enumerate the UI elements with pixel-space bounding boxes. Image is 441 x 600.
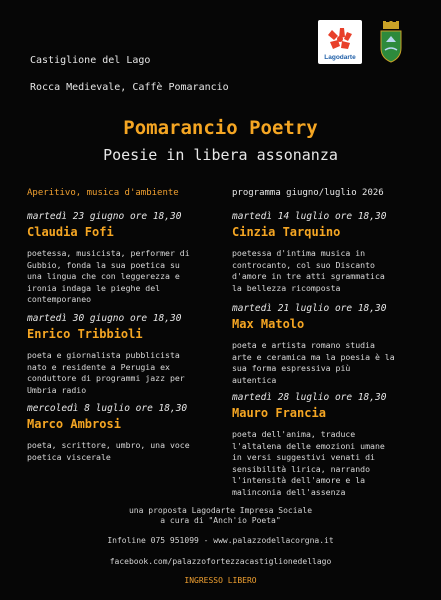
event-date: martedì 28 luglio ore 18,30	[232, 392, 387, 403]
event-enrico-tribbioli	[27, 313, 217, 396]
event-claudia-fofi	[27, 211, 217, 306]
poet-bio: poetessa d'intima musica in controcanto, col suo Discanto d'amore in tre atti sgrammatica la bellezza ricomposta	[232, 248, 385, 293]
programma-note: programma giugno/luglio 2026	[232, 188, 384, 198]
poet-bio: poetessa, musicista, performer di Gubbio, fonda la sua poetica su una lingua che con leggerezza e ironia indaga le pieghe del contemporaneo	[27, 248, 190, 304]
town-crest-icon	[378, 20, 404, 64]
event-date: martedì 14 luglio ore 18,30	[232, 211, 387, 222]
location-text: Castiglione del Lago	[30, 55, 151, 66]
poet-name: Marco Ambrosi	[27, 417, 121, 431]
event-date: martedì 21 luglio ore 18,30	[232, 303, 387, 314]
poet-bio: poeta e giornalista pubblicista nato e residente a Perugia ex conduttore di programmi jazz per Umbria radio	[27, 350, 185, 395]
event-max-matolo	[232, 303, 422, 386]
lagodarte-logo	[318, 20, 362, 64]
event-date: mercoledì 8 luglio ore 18,30	[27, 403, 188, 414]
poet-bio: poeta dell'anima, traduce l'altalena delle emozioni umane in versi suggestivi venati di sensibilità lirica, narrando l'intensità dell'amore e la malinconia dell'assenza	[232, 429, 385, 497]
event-date: martedì 30 giugno ore 18,30	[27, 313, 182, 324]
event-date: martedì 23 giugno ore 18,30	[27, 211, 182, 222]
poet-name: Enrico Tribbioli	[27, 327, 143, 341]
event-cinzia-tarquino	[232, 211, 422, 294]
infoline-text: Infoline 075 951099 - www.palazzodellacorgna.it	[107, 536, 334, 545]
proposta-line-1: una proposta Lagodarte Impresa Sociale	[128, 506, 313, 515]
aperitivo-note: Aperitivo, musica d'ambiente	[27, 188, 179, 198]
event-marco-ambrosi	[27, 403, 217, 463]
poet-name: Mauro Francia	[232, 406, 326, 420]
event-mauro-francia	[232, 392, 422, 498]
proposta-line-2: a cura di "Anch'io Poeta"	[160, 516, 281, 525]
event-title: Pomarancio Poetry	[123, 117, 318, 139]
venue-text: Rocca Medievale, Caffè Pomarancio	[30, 82, 229, 93]
ingresso-libero: INGRESSO LIBERO	[184, 576, 257, 585]
poet-bio: poeta, scrittore, umbro, una voce poetica viscerale	[27, 440, 190, 462]
poet-name: Claudia Fofi	[27, 225, 114, 239]
lagodarte-mark-icon	[328, 28, 352, 49]
poet-name: Max Matolo	[232, 317, 305, 331]
facebook-link[interactable]: facebook.com/palazzofortezzacastiglionedellago	[109, 557, 332, 566]
poet-bio: poeta e artista romano studia arte e ceramica ma la poesia è la sua forma espressiva più autentica	[232, 340, 395, 385]
event-subtitle: Poesie in libera assonanza	[103, 146, 338, 164]
poet-name: Cinzia Tarquino	[232, 225, 341, 239]
lagodarte-logo-text: Lagodarte	[324, 54, 356, 61]
